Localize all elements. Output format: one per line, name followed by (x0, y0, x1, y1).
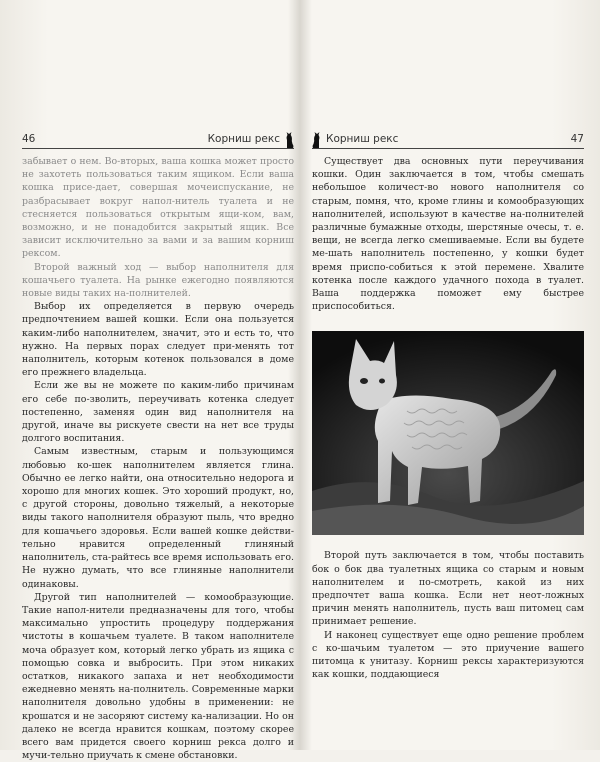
left-body-text (22, 155, 294, 762)
right-body-text-top (312, 155, 584, 313)
paragraph: Если же вы не можете по каким-либо причинам его себе по-зволить, переучивать котенка следует постепенно, заменяя один вид наполнителя на другой, иначе вы рискуете свести на нет все труды долгого воспитания. (22, 380, 294, 445)
paragraph: Второй путь заключается в том, чтобы поставить бок о бок два туалетных ящика со старым и новым наполнителем и по-смотреть, какой из них предпочтет ваша кошка. Если нет неот-ложных причин менять наполнитель, пусть ваш питомец сам принимает решение. (312, 550, 584, 628)
paragraph: забывает о нем. Во-вторых, ваша кошка может просто не захотеть пользоваться таким ящиком. Если ваша кошка присе-дает, совершая мочеиспускание, не разбрасывает вокруг напол-нитель туалета и не стесняется пользоваться открытым ящи-ком, вам, возможно, и не понадобится закрытый ящик. Все зависит исключительно за вами и за вашим корниш рексом. (22, 156, 294, 260)
paragraph: Другой тип наполнителей — комообразующие. Такие напол-нители предназначены для того, чтобы максимально упростить процедуру поддержания чистоты в кошачьем туалете. В таком наполнителе моча образует ком, который легко убрать из ящика с помощью совка и выбросить. При этом никаких остатков, никакого запаха и нет необходимости ежедневно менять на-полнитель. Современные марки наполнителя довольно удобны в применении: не крошатся и не засоряют систему ка-нализации. Но он далеко не всегда нравится кошкам, поэтому скорее всего вам придется своего корниш рекса долго и мучи-тельно приучать к смене обстановки. (22, 591, 294, 762)
left-running-header (22, 128, 294, 149)
right-body-text-bottom (312, 549, 584, 681)
left-page-number: 46 (22, 133, 36, 145)
paragraph: Выбор их определяется в первую очередь предпочтением вашей кошки. Если она пользуется каким-либо наполнителем, значит, это и есть то, что нужно. На первых порах следует при-менять тот наполнитель, которым котенок пользовался в доме его прежнего владельца. (22, 301, 294, 379)
left-running-title: Корниш рекс (207, 133, 280, 145)
right-running-title: Корниш рекс (326, 133, 399, 145)
paragraph: Второй важный ход — выбор наполнителя для кошачьего туалета. На рынке ежегодно появляются новые виды таких на-полнителей. (22, 261, 294, 300)
cat-silhouette-icon (312, 131, 322, 148)
paragraph: Существует два основных пути переучивания кошки. Один заключается в том, чтобы смешать небольшое количест-во нового наполнителя со старым, помня, что, кроме глины и комообразующих наполнителей, используют в качестве на-полнителей различные бумажные отходы, шерстяные очесы, т. е. вещи, не всегда легко смешиваемые. Если вы будете ме-шать наполнитель постепенно, у кошки будет время приспо-собиться к этой перемене. Хвалите котенка после каждого удачного похода в туалет. Ваша поддержка поможет ему быстрее приспособиться. (312, 156, 584, 313)
paragraph: И наконец существует еще одно решение проблем с ко-шачьим туалетом — это приучение вашего питомца к унитазу. Корниш рексы характеризуются как кошки, поддающиеся (312, 629, 584, 681)
right-page (312, 128, 584, 681)
left-page (22, 128, 294, 762)
paragraph: Самым известным, старым и пользующимся любовью ко-шек наполнителем является глина. Обычно ее легко найти, она относительно недорога и хорошо для многих кошек. Это хороший продукт, но, с другой стороны, довольно тяжелый, а некоторые виды такого наполнителя образуют пыль, что вредно для кошачьего здоровья. Если вашей кошке действи-тельно нравится определенный глиняный наполнитель, ста-райтесь все время использовать его. Не нужно думать, что все глиняные наполнители одинаковы. (22, 446, 294, 590)
cornish-rex-photo (312, 331, 584, 535)
cat-photo-icon (312, 331, 584, 535)
cat-silhouette-icon (284, 131, 294, 148)
right-running-header (312, 128, 584, 149)
right-page-number: 47 (570, 133, 584, 145)
